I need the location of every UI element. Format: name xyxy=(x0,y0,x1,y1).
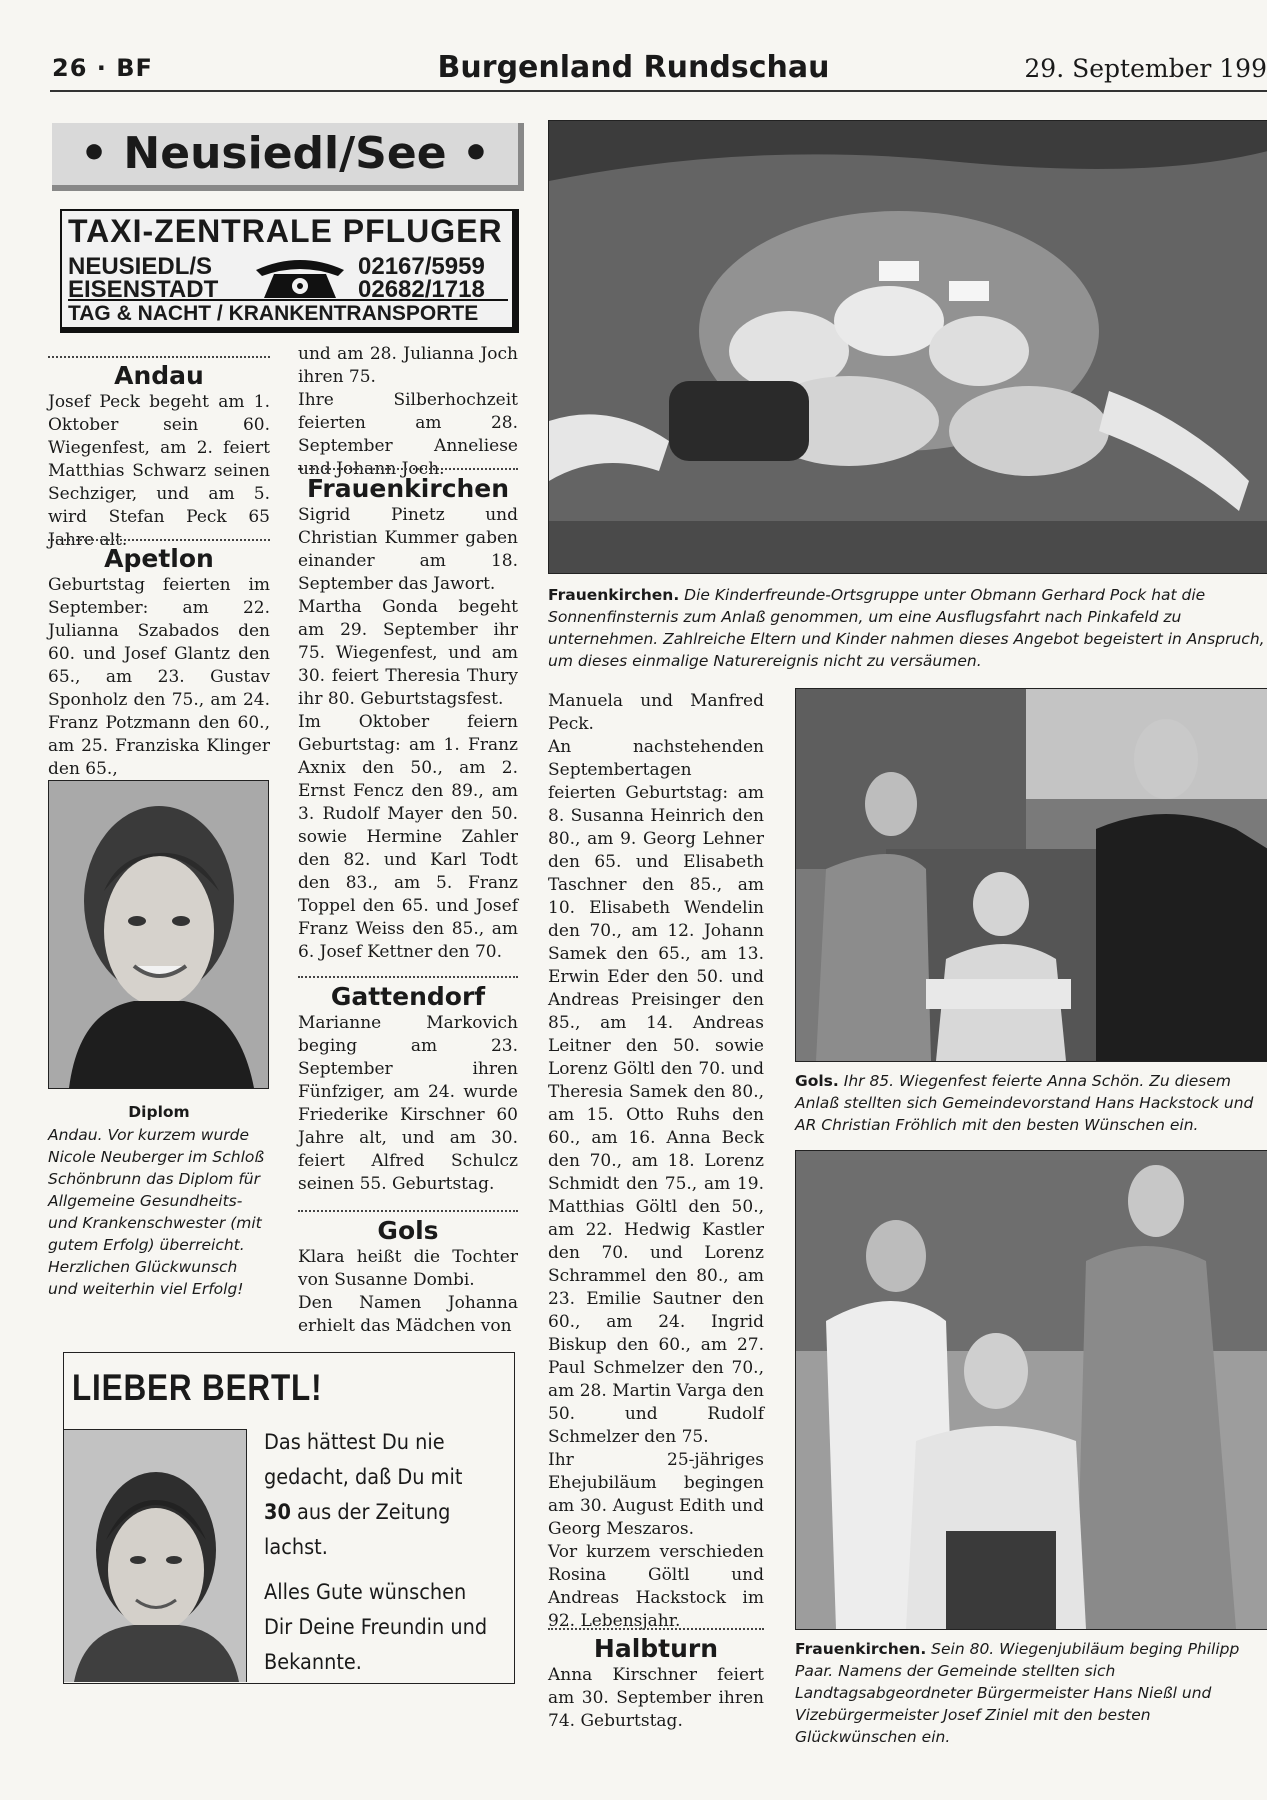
frauenkirchen-p3: Im Oktober feiern Geburtstag: am 1. Franz Axnix den 50., am 2. Ernst Fencz den 89., am 3. Rudolf Mayer den 50. sowie Hermine Zahler den 82. und Karl Todt den 83., am 5. Franz Toppel den 65. und Josef Franz Weiss den 85., am 6. Josef Kettner den 70. xyxy=(298,712,518,962)
gols-p1: Klara heißt die Tochter von Susanne Dombi. xyxy=(298,1247,518,1290)
section-head-halbturn: Halbturn xyxy=(593,1634,719,1663)
frauenkirchen-p1: Sigrid Pinetz und Christian Kummer gaben einander am 18. September das Jawort. xyxy=(298,505,518,594)
col3-p4: Vor kurzem verschieden Rosina Göltl und Andreas Hackstock im 92. Lebensjahr. xyxy=(548,1542,764,1631)
column-2c xyxy=(298,982,518,1196)
section-head-andau: Andau xyxy=(114,361,204,390)
divider xyxy=(298,1210,518,1212)
telephone-icon xyxy=(252,256,348,300)
gols-p2: Den Namen Johanna erhielt das Mädchen von xyxy=(298,1293,518,1336)
section-head-gattendorf: Gattendorf xyxy=(330,982,486,1011)
section-head-apetlon: Apetlon xyxy=(104,544,214,573)
bertl-line1: Das hättest Du nie gedacht, daß Du mit xyxy=(264,1430,463,1489)
photo-philipp-paar xyxy=(795,1150,1267,1630)
col3-p1: Manuela und Manfred Peck. xyxy=(548,691,764,734)
andau-text: Josef Peck begeht am 1. Oktober sein 60. Wiegenfest, am 2. feiert Matthias Schwarz seinen Sechziger, und am 5. wird Stefan Peck 65 Jahre alt. xyxy=(48,392,270,550)
section-head-frauenkirchen: Frauenkirchen xyxy=(306,474,510,503)
column-2d xyxy=(298,1216,518,1338)
caption-gols-text: Ihr 85. Wiegenfest feierte Anna Schön. Zu diesem Anlaß stellten sich Gemeindevorstand Hans Hackstock und AR Christian Fröhlich mit den besten Wünschen ein. xyxy=(795,1072,1254,1134)
caption-bottom-photo xyxy=(795,1638,1267,1748)
halbturn-text: Anna Kirschner feiert am 30. September ihren 74. Geburtstag. xyxy=(548,1665,764,1731)
taxi-phone-2: 02682/1718 xyxy=(358,276,485,303)
silberhochzeit-text: Ihre Silberhochzeit feierten am 28. September Anneliese und Johann Joch. xyxy=(298,390,518,479)
taxi-title: TAXI-ZENTRALE PFLUGER xyxy=(68,213,503,249)
newspaper-title: Burgenland Rundschau xyxy=(437,50,830,85)
column-1 xyxy=(48,361,270,552)
column-3 xyxy=(548,690,764,1633)
photo-gols-anna-schoen xyxy=(795,688,1267,1062)
apetlon-text: Geburtstag feierten im September: am 22. Julianna Szabados den 60. und Josef Glantz den 65., am 23. Gustav Sponholz den 75., am 24. Franz Potzmann den 60., am 25. Franziska Klinger den 65., xyxy=(48,575,270,779)
column-3b xyxy=(548,1634,764,1733)
bertl-line2: Alles Gute wünschen Dir Deine Freundin und Bekannte. xyxy=(264,1580,488,1674)
caption-top-lead: Frauenkirchen. xyxy=(548,586,680,604)
birthday-advertisement xyxy=(63,1352,515,1684)
divider xyxy=(298,468,518,470)
taxi-phone-1: 02167/5959 xyxy=(358,253,485,280)
caption-top-text: Die Kinderfreunde-Ortsgruppe unter Obmann Gerhard Pock hat die Sonnenfinsternis zum Anlaß genommen, um eine Ausflugsfahrt nach Pinkafeld zu unternehmen. Zahlreiche Eltern und Kinder nahmen dieses Angebot begeistert in Anspruch, um dieses einmalige Naturereignis nicht zu versäumen. xyxy=(548,586,1265,670)
col3-p2: An nachstehenden Septembertagen feierten Geburtstag: am 8. Susanna Heinrich den 80., am 9. Georg Lehner den 65. und Elisabeth Taschner den 85., am 10. Elisabeth Wendelin den 70., am 12. Johann Samek den 65., am 13. Erwin Eder den 50. und Andreas Preisinger den 85., am 14. Andreas Leitner den 50. sowie Lorenz Göltl den 70. und Theresia Samek den 80., am 15. Otto Ruhs den 60., am 16. Anna Beck den 70., am 18. Lorenz Schmidt den 75., am 19. Matthias Göltl den 50., am 22. Hedwig Kastler den 70. und Lorenz Schrammel den 80., am 23. Emilie Sautner den 60., am 24. Ingrid Biskup den 60., am 27. Paul Schmelzer den 70., am 28. Martin Varga den 50. und Rudolf Schmelzer den 75. xyxy=(548,737,764,1447)
section-head-gols: Gols xyxy=(377,1216,439,1245)
page-number: 26 · BF xyxy=(52,54,153,82)
bertl-line1-end: aus der Zeitung lachst. xyxy=(264,1500,451,1559)
diplom-title: Diplom xyxy=(128,1103,190,1121)
taxi-place-2: EISENSTADT xyxy=(68,276,219,303)
bertl-message xyxy=(264,1425,494,1680)
photo-children-eclipse xyxy=(548,120,1267,574)
divider xyxy=(298,976,518,978)
portrait-photo-bertl xyxy=(64,1429,247,1682)
column-2 xyxy=(298,343,518,481)
divider xyxy=(548,1628,764,1630)
diplom-caption: Andau. Vor kurzem wurde Nicole Neuberger im Schloß Schönbrunn das Diplom für Allgemeine Gesundheits- und Krankenschwester (mit gutem Erfolg) überreicht. Herzlichen Glückwunsch und weiterhin viel Erfolg! xyxy=(48,1126,265,1298)
taxi-footer: TAG & NACHT / KRANKENTRANSPORTE xyxy=(68,299,508,326)
cont-text: und am 28. Julianna Joch ihren 75. xyxy=(298,344,518,387)
taxi-place-1: NEUSIEDL/S xyxy=(68,253,213,280)
column-2b xyxy=(298,474,518,964)
gattendorf-text: Marianne Markovich beging am 23. September ihren Fünfziger, am 24. wurde Friederike Kirschner 60 Jahre alt, und am 30. feiert Alfred Schulcz seinen 55. Geburtstag. xyxy=(298,1013,518,1194)
issue-date: 29. September 199 xyxy=(1024,54,1267,83)
divider xyxy=(48,356,270,358)
divider xyxy=(48,539,270,541)
caption-gols-photo xyxy=(795,1070,1267,1136)
caption-bottom-text: Sein 80. Wiegenjubiläum beging Philipp Paar. Namens der Gemeinde stellten sich Landtagsabgeordneter Bürgermeister Hans Nießl und Vizebürgermeister Josef Ziniel mit den besten Glückwünschen ein. xyxy=(795,1640,1240,1746)
region-banner: • Neusiedl/See • xyxy=(52,123,524,191)
col3-p3: Ihr 25-jähriges Ehejubiläum begingen am 30. August Edith und Georg Meszaros. xyxy=(548,1450,764,1539)
caption-bottom-lead: Frauenkirchen. xyxy=(795,1640,927,1658)
bertl-number: 30 xyxy=(264,1500,291,1524)
header-rule xyxy=(50,90,1267,92)
bertl-headline: LIEBER BERTL! xyxy=(72,1367,323,1408)
column-1b xyxy=(48,544,270,781)
frauenkirchen-p2: Martha Gonda begeht am 29. September ihr 75. Wiegenfest, und am 30. feiert Theresia Thury ihr 80. Geburtstagsfest. xyxy=(298,597,518,709)
portrait-photo-nicole xyxy=(48,780,269,1089)
caption-top-photo xyxy=(548,584,1267,672)
taxi-advertisement xyxy=(60,209,519,333)
caption-gols-lead: Gols. xyxy=(795,1072,839,1090)
